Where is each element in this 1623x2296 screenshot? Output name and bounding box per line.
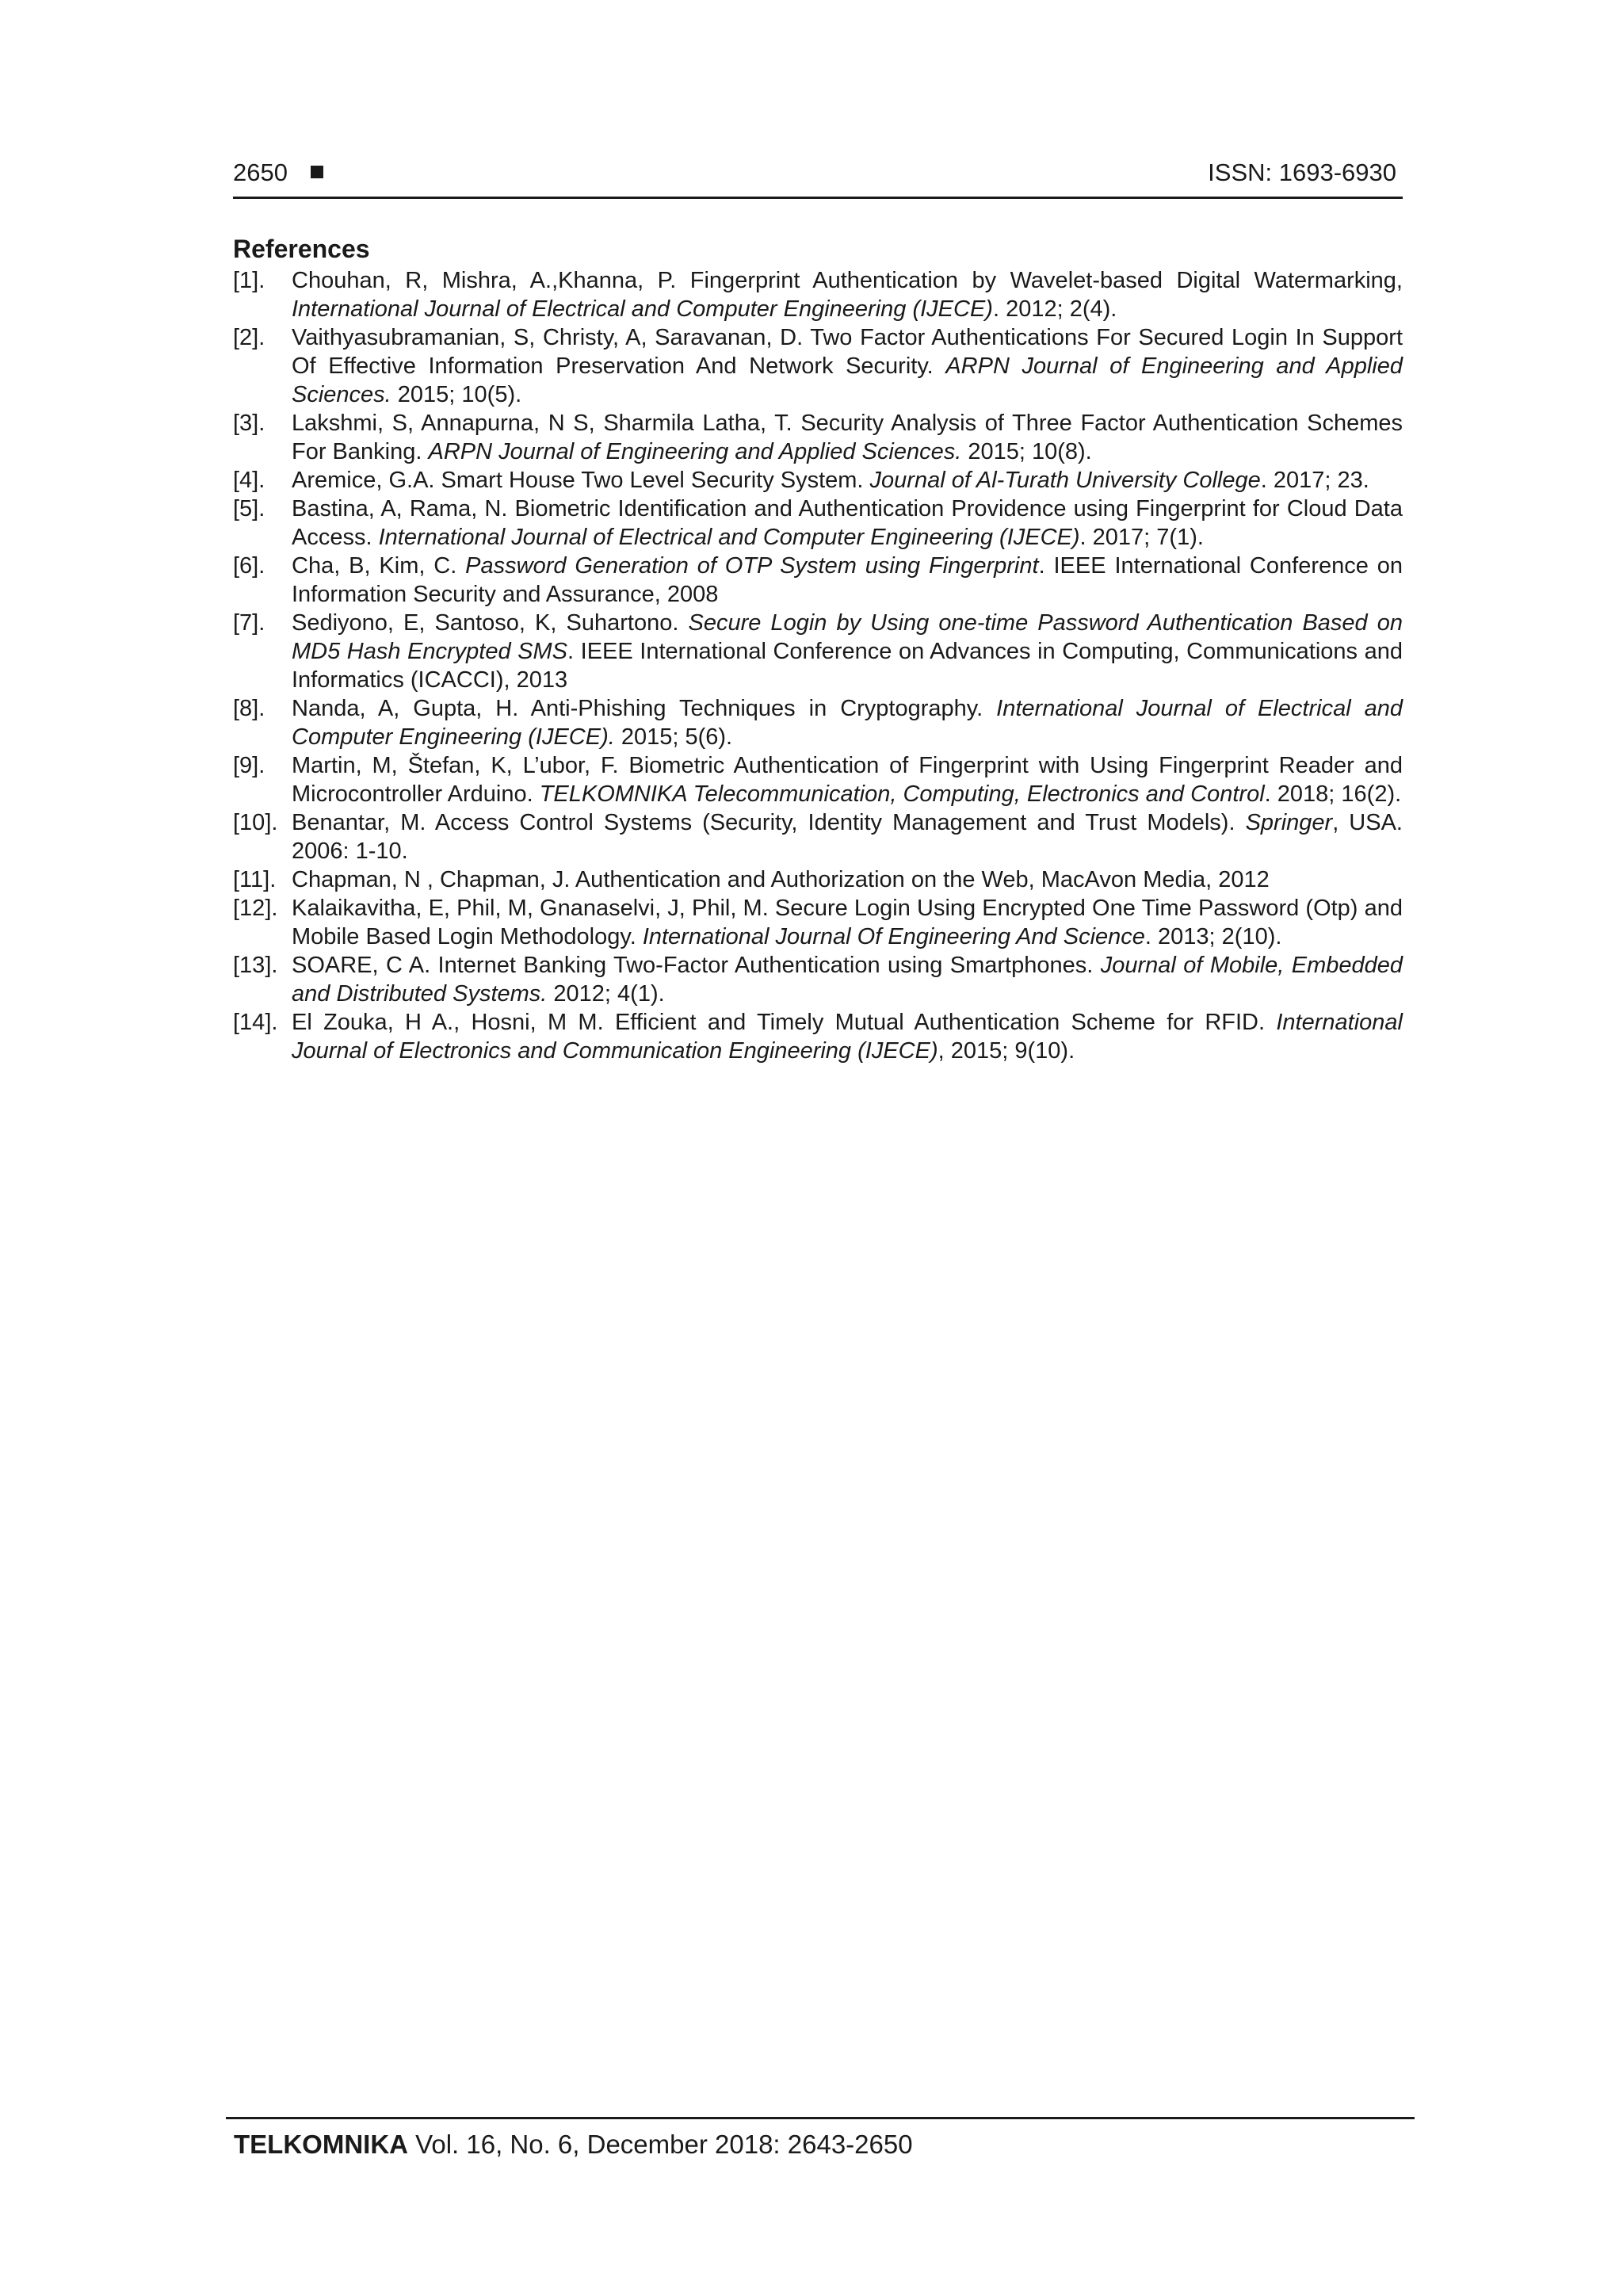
reference-source-title: TELKOMNIKA Telecommunication, Computing, Electronics and Control — [539, 781, 1265, 807]
reference-number: [6]. — [233, 553, 265, 579]
reference-text — [292, 495, 1403, 552]
reference-text-segment: , 2015; 9(10). — [938, 1038, 1075, 1064]
page-number: 2650 — [233, 159, 288, 186]
reference-item — [233, 409, 1403, 466]
reference-source-title: International Journal of Electronics and Communication Engineering (IJECE) — [292, 1010, 1403, 1064]
reference-text — [292, 1008, 1403, 1065]
reference-item — [233, 694, 1403, 751]
reference-number: [14]. — [233, 1010, 278, 1035]
reference-text — [292, 466, 1403, 495]
reference-source-title: Journal of Mobile, Embedded and Distributed Systems. — [292, 953, 1403, 1007]
reference-text-segment: Benantar, M. Access Control Systems (Security, Identity Management and Trust Models). — [292, 810, 1246, 835]
reference-source-title: ARPN Journal of Engineering and Applied Sciences. — [428, 439, 962, 464]
reference-text-segment: , USA. 2006: 1-10. — [292, 810, 1403, 864]
reference-text — [292, 951, 1403, 1008]
reference-text — [292, 552, 1403, 609]
reference-number: [11]. — [233, 867, 277, 892]
reference-number: [10]. — [233, 810, 278, 835]
reference-text — [292, 323, 1403, 409]
reference-text-segment: Kalaikavitha, E, Phil, M, Gnanaselvi, J, Phil, M. Secure Login Using Encrypted One Time Password (Otp) and Mobile Based Login Methodology. — [292, 896, 1403, 949]
reference-text-segment: Bastina, A, Rama, N. Biometric Identification and Authentication Providence using Fingerprint for Cloud Data Access. — [292, 496, 1403, 550]
reference-text — [292, 409, 1403, 466]
reference-text-segment: El Zouka, H A., Hosni, M M. Efficient and Timely Mutual Authentication Scheme for RFID. — [292, 1010, 1277, 1035]
references-section — [233, 233, 1403, 1065]
reference-item — [233, 323, 1403, 409]
reference-text-segment: . 2017; 23. — [1260, 468, 1369, 493]
footer-journal-name: TELKOMNIKA — [234, 2130, 408, 2159]
reference-text-segment: SOARE, C A. Internet Banking Two-Factor Authentication using Smartphones. — [292, 953, 1101, 978]
reference-text-segment: Sediyono, E, Santoso, K, Suhartono. — [292, 610, 689, 636]
reference-item — [233, 266, 1403, 323]
reference-text-segment: Lakshmi, S, Annapurna, N S, Sharmila Latha, T. Security Analysis of Three Factor Authentication Schemes For Banking. — [292, 411, 1403, 464]
reference-item — [233, 865, 1403, 894]
reference-text-segment: Martin, M, Štefan, K, L’ubor, F. Biometric Authentication of Fingerprint with Using Fingerprint Reader and Microcontroller Arduino. — [292, 753, 1403, 807]
reference-source-title: Password Generation of OTP System using Fingerprint — [465, 553, 1039, 579]
reference-number: [5]. — [233, 496, 265, 521]
reference-source-title: Journal of Al-Turath University College — [869, 468, 1261, 493]
black-square-icon — [311, 166, 323, 178]
reference-text-segment: . 2013; 2(10). — [1144, 924, 1282, 949]
reference-number: [7]. — [233, 610, 265, 636]
reference-text — [292, 894, 1403, 951]
reference-item — [233, 951, 1403, 1008]
reference-text-segment: 2015; 10(8). — [961, 439, 1092, 464]
reference-item — [233, 609, 1403, 694]
references-heading: References — [233, 235, 370, 263]
reference-number: [8]. — [233, 696, 265, 721]
reference-text-segment: . IEEE International Conference on Advances in Computing, Communications and Informatics (ICACCI), 2013 — [292, 639, 1403, 693]
reference-source-title: ARPN Journal of Engineering and Applied Sciences. — [292, 353, 1403, 407]
reference-item — [233, 808, 1403, 865]
reference-text-segment: . 2017; 7(1). — [1079, 525, 1204, 550]
reference-source-title: International Journal of Electrical and Computer Engineering (IJECE) — [292, 296, 993, 322]
reference-text-segment: Nanda, A, Gupta, H. Anti-Phishing Techniques in Cryptography. — [292, 696, 997, 721]
reference-text — [292, 266, 1403, 323]
reference-list — [233, 266, 1403, 1065]
reference-source-title: International Journal of Electrical and Computer Engineering (IJECE) — [378, 525, 1080, 550]
reference-text-segment: . IEEE International Conference on Information Security and Assurance, 2008 — [292, 553, 1403, 607]
reference-number: [1]. — [233, 268, 265, 293]
reference-text-segment: Vaithyasubramanian, S, Christy, A, Saravanan, D. Two Factor Authentications For Secured Login In Support Of Effective Information Preservation And Network Security. — [292, 325, 1403, 379]
reference-text — [292, 808, 1403, 865]
reference-source-title: Secure Login by Using one-time Password Authentication Based on MD5 Hash Encrypted SMS — [292, 610, 1403, 664]
reference-text — [292, 609, 1403, 694]
page-header — [233, 155, 1403, 199]
reference-text-segment: Cha, B, Kim, C. — [292, 553, 466, 579]
reference-text — [292, 751, 1403, 808]
reference-source-title: International Journal Of Engineering And Science — [642, 924, 1145, 949]
reference-text — [292, 865, 1403, 894]
issn-label: ISSN: 1693-6930 — [1208, 159, 1396, 186]
page-footer — [226, 2117, 1415, 2162]
reference-text-segment: . 2012; 2(4). — [992, 296, 1117, 322]
reference-text-segment: Chouhan, R, Mishra, A.,Khanna, P. Fingerprint Authentication by Wavelet-based Digital Watermarking, — [292, 268, 1403, 293]
reference-text-segment: . 2018; 16(2). — [1264, 781, 1402, 807]
reference-text-segment: 2012; 4(1). — [547, 981, 665, 1007]
reference-number: [13]. — [233, 953, 278, 978]
reference-text-segment: Aremice, G.A. Smart House Two Level Security System. — [292, 468, 870, 493]
reference-item — [233, 552, 1403, 609]
footer-citation: Vol. 16, No. 6, December 2018: 2643-2650 — [415, 2130, 913, 2159]
reference-text — [292, 694, 1403, 751]
reference-item — [233, 495, 1403, 552]
reference-source-title: Springer — [1245, 810, 1333, 835]
reference-text-segment: 2015; 10(5). — [391, 382, 522, 407]
reference-number: [3]. — [233, 411, 265, 436]
reference-number: [2]. — [233, 325, 265, 350]
reference-text-segment: Chapman, N , Chapman, J. Authentication and Authorization on the Web, MacAvon Media, 2012 — [292, 867, 1270, 892]
reference-number: [4]. — [233, 468, 265, 493]
reference-item — [233, 751, 1403, 808]
reference-source-title: International Journal of Electrical and Computer Engineering (IJECE). — [292, 696, 1403, 750]
reference-item — [233, 466, 1403, 495]
reference-number: [9]. — [233, 753, 265, 778]
reference-item — [233, 894, 1403, 951]
reference-text-segment: 2015; 5(6). — [614, 724, 733, 750]
reference-item — [233, 1008, 1403, 1065]
reference-number: [12]. — [233, 896, 278, 921]
